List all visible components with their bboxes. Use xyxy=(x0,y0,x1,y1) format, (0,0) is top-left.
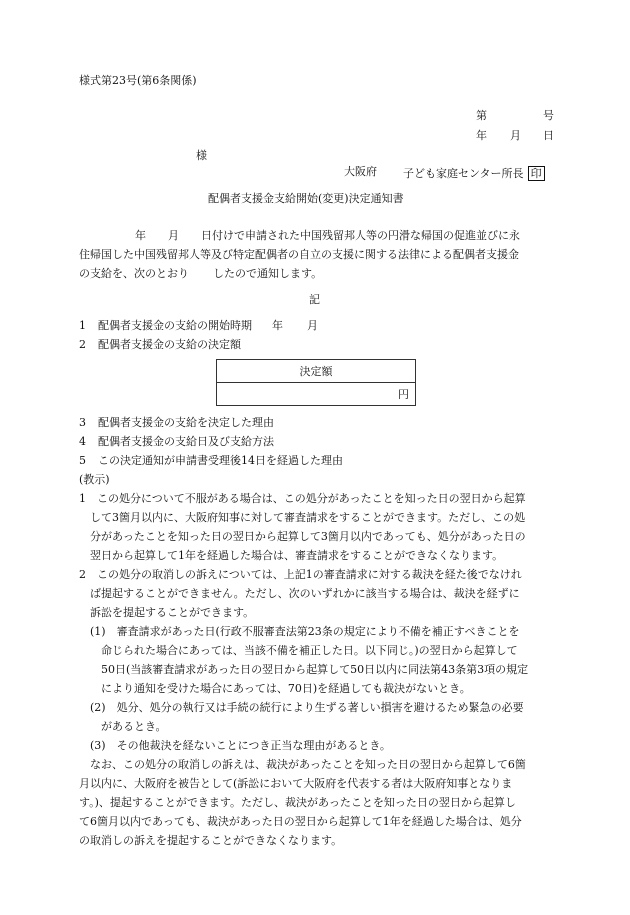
amount-header: 決定額 xyxy=(217,360,416,383)
notice-sub-2 xyxy=(90,698,524,736)
item-1-month: 月 xyxy=(307,319,318,332)
item-5-num: 5 xyxy=(79,454,86,467)
recipient-suffix: 様 xyxy=(196,149,207,162)
intro-line-3-a: の支給を、次のとおり xyxy=(79,267,189,280)
item-3-num: 3 xyxy=(79,416,86,429)
final-line-1: なお、この処分の取消しの訴えは、裁決があったことを知った日の翌日から起算して6箇 xyxy=(90,758,526,771)
item-5-text: この決定通知が申請書受理後14日を経過した理由 xyxy=(98,454,343,467)
sub-2-line-1: (2) 処分、処分の執行又は手続の続行により生ずる著しい損害を避けるため緊急の必要 xyxy=(90,701,524,714)
item-1-text: 配偶者支援金の支給の開始時期 xyxy=(98,319,252,332)
kyoji-heading: (教示) xyxy=(79,473,110,486)
form-number: 様式第23号(第6条関係) xyxy=(79,74,197,87)
item-4-text: 配偶者支援金の支給日及び支給方法 xyxy=(98,435,274,448)
issuer-office-name: 子ども家庭センター所長 xyxy=(403,167,524,180)
intro-line-2: 住帰国した中国残留邦人等及び特定配偶者の自立の支援に関する法律による配偶者支援金 xyxy=(79,248,519,261)
item-1 xyxy=(79,316,318,335)
intro-line-1-text: 日付けで申請された中国残留邦人等の円滑な帰国の促進並びに永 xyxy=(201,229,520,242)
document-title: 配偶者支援金支給開始(変更)決定通知書 xyxy=(208,192,404,205)
item-3-text: 配偶者支援金の支給を決定した理由 xyxy=(98,416,274,429)
doc-number-dai: 第 xyxy=(476,109,487,122)
notice-1-line-3: 分があったことを知った日の翌日から起算して3箇月以内であっても、処分があった日の xyxy=(90,530,526,543)
notice-2-line-2: ば提起することができません。ただし、次のいずれかに該当する場合は、裁決を経ずに xyxy=(90,587,520,600)
item-1-year: 年 xyxy=(272,319,283,332)
sub-3-line-1: (3) その他裁決を経ないことにつき正当な理由があるとき。 xyxy=(90,739,391,752)
final-line-2: 月以内に、大阪府を被告として(訴訟において大阪府を代表する者は大阪府知事となりま xyxy=(79,777,513,790)
item-3 xyxy=(79,413,343,432)
doc-number-go: 号 xyxy=(543,109,554,122)
notice-2 xyxy=(79,565,522,622)
notice-final xyxy=(79,755,526,850)
date-month: 月 xyxy=(510,129,521,142)
notice-2-line-1: 2 この処分の取消しの訴えについては、上記1の審査請求に対する裁決を経た後でなけれ xyxy=(79,568,522,581)
seal-mark: 印 xyxy=(528,166,545,181)
item-2 xyxy=(79,335,318,354)
intro-line-3 xyxy=(79,264,520,283)
notice-sub-1 xyxy=(90,622,528,698)
item-2-num: 2 xyxy=(79,338,86,351)
amount-unit: 円 xyxy=(217,383,416,406)
intro-year: 年 xyxy=(135,229,146,242)
issuer-prefecture: 大阪府 xyxy=(344,165,377,178)
notice-2-line-3: 訴訟を提起することができます。 xyxy=(90,606,255,619)
item-5 xyxy=(79,451,343,470)
sub-1-line-4: により通知を受けた場合にあっては、70日)を経過しても裁決がないとき。 xyxy=(101,682,471,695)
sub-2-line-2: があるとき。 xyxy=(101,720,167,733)
sub-1-line-1: (1) 審査請求があった日(行政不服審査法第23条の規定により不備を補正すべきことを xyxy=(90,625,520,638)
amount-table xyxy=(216,359,416,406)
date-year: 年 xyxy=(476,129,487,142)
item-4 xyxy=(79,432,343,451)
notice-1-line-2: して3箇月以内に、大阪府知事に対して審査請求をすることができます。ただし、この処 xyxy=(90,511,526,524)
final-line-4: て6箇月以内であっても、裁決があった日の翌日から起算して1年を経過した場合は、処分 xyxy=(79,815,522,828)
notice-1 xyxy=(79,489,526,565)
notice-sub-3 xyxy=(90,736,391,755)
date-day: 日 xyxy=(543,129,554,142)
intro-month: 月 xyxy=(168,229,179,242)
intro-line-3-b: したので通知します。 xyxy=(213,267,323,280)
final-line-5: の取消しの訴えを提起することができなくなります。 xyxy=(79,834,343,847)
item-1-num: 1 xyxy=(79,319,86,332)
item-list-2 xyxy=(79,413,343,489)
intro-paragraph xyxy=(79,226,520,283)
item-4-num: 4 xyxy=(79,435,86,448)
issuer-office xyxy=(403,166,545,181)
sub-1-line-2: 命じられた場合にあっては、当該不備を補正した日。以下同じ。)の翌日から起算して xyxy=(101,644,518,657)
ki-mark: 記 xyxy=(309,293,320,306)
item-list-1 xyxy=(79,316,318,354)
notice-1-line-1: 1 この処分について不服がある場合は、この処分があったことを知った日の翌日から起算 xyxy=(79,492,526,505)
sub-1-line-3: 50日(当該審査請求があった日の翌日から起算して50日以内に同法第43条第3項の規定 xyxy=(101,663,529,676)
notice-1-line-4: 翌日から起算して1年を経過した場合は、審査請求をすることができなくなります。 xyxy=(90,549,504,562)
item-2-text: 配偶者支援金の支給の決定額 xyxy=(98,338,241,351)
final-line-3: す。)、提起することができます。ただし、裁決があったことを知った日の翌日から起算し xyxy=(79,796,516,809)
intro-line-1 xyxy=(79,226,520,245)
